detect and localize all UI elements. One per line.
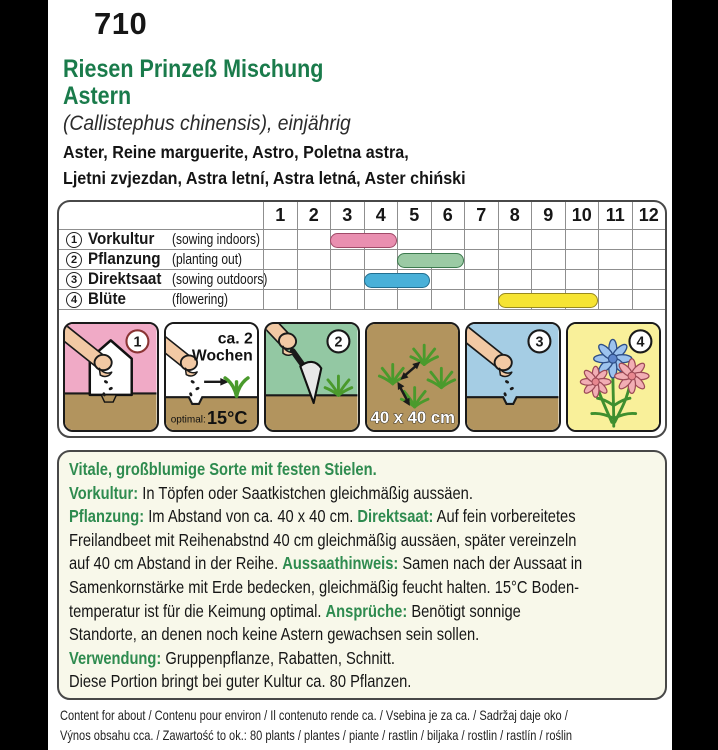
description-text [69, 458, 655, 694]
description-segment: auf 40 cm Abstand in der Reihe. [69, 553, 283, 574]
weeks-text-line2: Wochen [191, 347, 253, 365]
calendar-bar-row3 [364, 273, 431, 288]
sow-outdoors-illustration [467, 324, 559, 430]
row-label-english: (sowing outdoors) [172, 271, 268, 288]
month-cell [330, 250, 364, 269]
weeks-text-line1: ca. 2 [217, 330, 253, 348]
description-segment: Standorte, an denen noch keine Astern gewachsen sein sollen. [69, 624, 480, 645]
month-cell [297, 250, 331, 269]
month-cell [565, 230, 599, 249]
description-line-5 [69, 552, 583, 576]
description-line-6 [69, 576, 580, 600]
germination-illustration [166, 324, 258, 430]
row-label-german: Pflanzung [88, 250, 161, 268]
calendar-bar-row4 [498, 293, 599, 308]
month-cell [464, 290, 498, 309]
calendar-row-label [59, 230, 263, 249]
month-header-8: 8 [498, 202, 532, 229]
month-cell [565, 270, 599, 289]
description-line-7 [69, 600, 561, 624]
sowing-calendar [59, 202, 665, 318]
spacing-illustration [367, 324, 459, 430]
description-segment: Direktsaat: [357, 506, 434, 527]
description-segment: Benötigt sonnige [407, 600, 521, 621]
month-header-10: 10 [565, 202, 599, 229]
month-cell [565, 250, 599, 269]
description-line-3 [69, 505, 576, 529]
month-cell [263, 230, 297, 249]
month-cell [632, 250, 666, 269]
svg-text:2: 2 [334, 334, 343, 351]
calendar-header-row [59, 202, 665, 230]
pink-aster-flower-right [614, 359, 648, 394]
seed-packet-back [48, 0, 672, 750]
month-cell [364, 250, 398, 269]
calendar-bar-row1 [330, 233, 397, 248]
step-badge-3 [528, 330, 550, 352]
calendar-rows [59, 230, 665, 310]
calendar-row-months [263, 230, 665, 249]
calendar-bar-row2 [397, 253, 464, 268]
month-cell [397, 230, 431, 249]
month-cell [297, 230, 331, 249]
description-segment: In Töpfen oder Saatkistchen gleichmäßig aussäen. [138, 482, 473, 503]
month-header-11: 11 [598, 202, 632, 229]
month-header-5: 5 [397, 202, 431, 229]
description-line-2 [69, 482, 561, 506]
row-label-german: Vorkultur [88, 230, 155, 248]
calendar-row-months [263, 290, 665, 309]
description-segment: Freilandbeet mit Reihenabstnd 40 cm gleichmäßig aussäen, später vereinzeln [69, 529, 577, 550]
variety-title-line2: Astern [63, 82, 132, 110]
description-line-4 [69, 529, 577, 553]
description-segment: Vitale, großblumige Sorte mit festen Stielen. [69, 459, 377, 479]
description-segment: Verwendung: [69, 647, 162, 668]
optimal-label: optimal: [170, 414, 206, 426]
month-header-3: 3 [330, 202, 364, 229]
sow-indoors-illustration [65, 324, 157, 430]
month-cell [397, 290, 431, 309]
description-segment: Diese Portion bringt bei guter Kultur ca. 80 Pflanzen. [69, 671, 412, 692]
month-cell [598, 290, 632, 309]
month-cell [531, 250, 565, 269]
month-header-7: 7 [464, 202, 498, 229]
row-label-english: (planting out) [172, 251, 243, 268]
description-segment: Pflanzung: [69, 506, 145, 527]
month-cell [431, 290, 465, 309]
common-names-line1: Aster, Reine marguerite, Astro, Poletna astra, [63, 142, 409, 162]
botanical-name: (Callistephus chinensis), einjährig [63, 112, 351, 135]
month-cell [464, 250, 498, 269]
description-segment: Im Abstand von ca. 40 x 40 cm. [144, 506, 358, 527]
footer-line1: Content for about / Contenu pour environ / Il contenuto rende ca. / Vsebina je za ca. / Sadržaj daje oko / [60, 707, 568, 723]
description-segment: Samen nach der Aussaat in [398, 553, 583, 574]
month-cell [598, 250, 632, 269]
description-segment: Aussaathinweis: [282, 553, 399, 574]
month-header-2: 2 [297, 202, 331, 229]
svg-text:1: 1 [133, 334, 142, 351]
calendar-month-header [263, 202, 665, 229]
row-label-german: Blüte [88, 290, 126, 308]
description-line-9 [69, 647, 561, 671]
pictogram-germination-time [164, 322, 260, 432]
row-number-badge: 3 [66, 272, 82, 288]
month-cell [364, 290, 398, 309]
month-header-1: 1 [263, 202, 297, 229]
row-number-badge: 2 [66, 252, 82, 268]
footer-line2: Výnos obsahu cca. / Zawartość to ok.: 80 plants / plantes / piante / rastlin / biljaka / rostlin / rastlín / roślin [60, 726, 573, 743]
calendar-row-label [59, 250, 263, 269]
month-cell [632, 290, 666, 309]
svg-text:3: 3 [535, 334, 544, 351]
step-badge-2 [327, 330, 349, 352]
row-label-english: (flowering) [172, 291, 229, 308]
description-box [57, 450, 667, 700]
month-cell [330, 270, 364, 289]
common-names-line2: Ljetni zvjezdan, Astra letní, Astra letná, Aster chiński [63, 168, 466, 188]
optimal-temperature: 15°C [206, 408, 247, 429]
month-cell [498, 250, 532, 269]
row-label-english: (sowing indoors) [172, 231, 261, 248]
month-cell [431, 230, 465, 249]
month-cell [632, 270, 666, 289]
month-cell [297, 270, 331, 289]
common-names [63, 139, 501, 191]
description-line-10 [69, 670, 561, 694]
footer-multilanguage [60, 706, 708, 745]
calendar-row-3 [59, 270, 665, 290]
description-segment: temperatur ist für die Keimung optimal. [69, 600, 326, 621]
month-cell [263, 250, 297, 269]
month-cell [297, 290, 331, 309]
calendar-row-2 [59, 250, 665, 270]
calendar-row-label [59, 290, 263, 309]
packet-number: 710 [94, 6, 148, 41]
calendar-row-label [59, 270, 268, 289]
variety-title [63, 56, 366, 110]
calendar-row-4 [59, 290, 665, 310]
month-header-4: 4 [364, 202, 398, 229]
month-cell [498, 230, 532, 249]
pictogram-sow-outdoors [465, 322, 561, 432]
pink-aster-flower-left [580, 366, 611, 397]
description-line-1 [69, 458, 561, 482]
month-cell [598, 270, 632, 289]
month-header-6: 6 [431, 202, 465, 229]
month-cell [330, 290, 364, 309]
calendar-row-months [263, 270, 665, 289]
pictogram-flowering [566, 322, 662, 432]
month-header-12: 12 [632, 202, 666, 229]
description-segment: Vorkultur: [69, 482, 139, 503]
month-cell [263, 270, 297, 289]
month-cell [632, 230, 666, 249]
flowering-illustration [568, 324, 660, 430]
pictogram-sow-indoors [63, 322, 159, 432]
calendar-row-1 [59, 230, 665, 250]
month-cell [498, 270, 532, 289]
spacing-text: 40 x 40 cm [370, 408, 455, 428]
step-badge-4 [629, 330, 651, 352]
calendar-row-months [263, 250, 665, 269]
row-number-badge: 1 [66, 232, 82, 248]
month-cell [464, 270, 498, 289]
description-segment: Ansprüche: [325, 600, 408, 621]
variety-title-line1: Riesen Prinzeß Mischung [63, 55, 324, 83]
month-cell [598, 230, 632, 249]
svg-text:4: 4 [635, 334, 644, 351]
calendar-pictogram-box [57, 200, 667, 438]
description-segment: Samenkornstärke mit Erde bedecken, gleichmäßig feucht halten. 15°C Boden- [69, 576, 580, 597]
row-label-german: Direktsaat [88, 270, 162, 288]
month-cell [431, 270, 465, 289]
description-segment: Gruppenpflanze, Rabatten, Schnitt. [161, 647, 396, 668]
month-cell [263, 290, 297, 309]
description-segment: Auf fein vorbereitetes [433, 506, 576, 527]
pictogram-spacing [365, 322, 461, 432]
calendar-header-spacer [59, 202, 263, 229]
description-line-8 [69, 623, 561, 647]
planting-illustration [266, 324, 358, 430]
pictogram-planting-out [264, 322, 360, 432]
pictogram-row [63, 322, 661, 432]
month-cell [531, 270, 565, 289]
step-badge-1 [126, 330, 148, 352]
month-cell [531, 230, 565, 249]
month-header-9: 9 [531, 202, 565, 229]
row-number-badge: 4 [66, 292, 82, 308]
month-cell [464, 230, 498, 249]
